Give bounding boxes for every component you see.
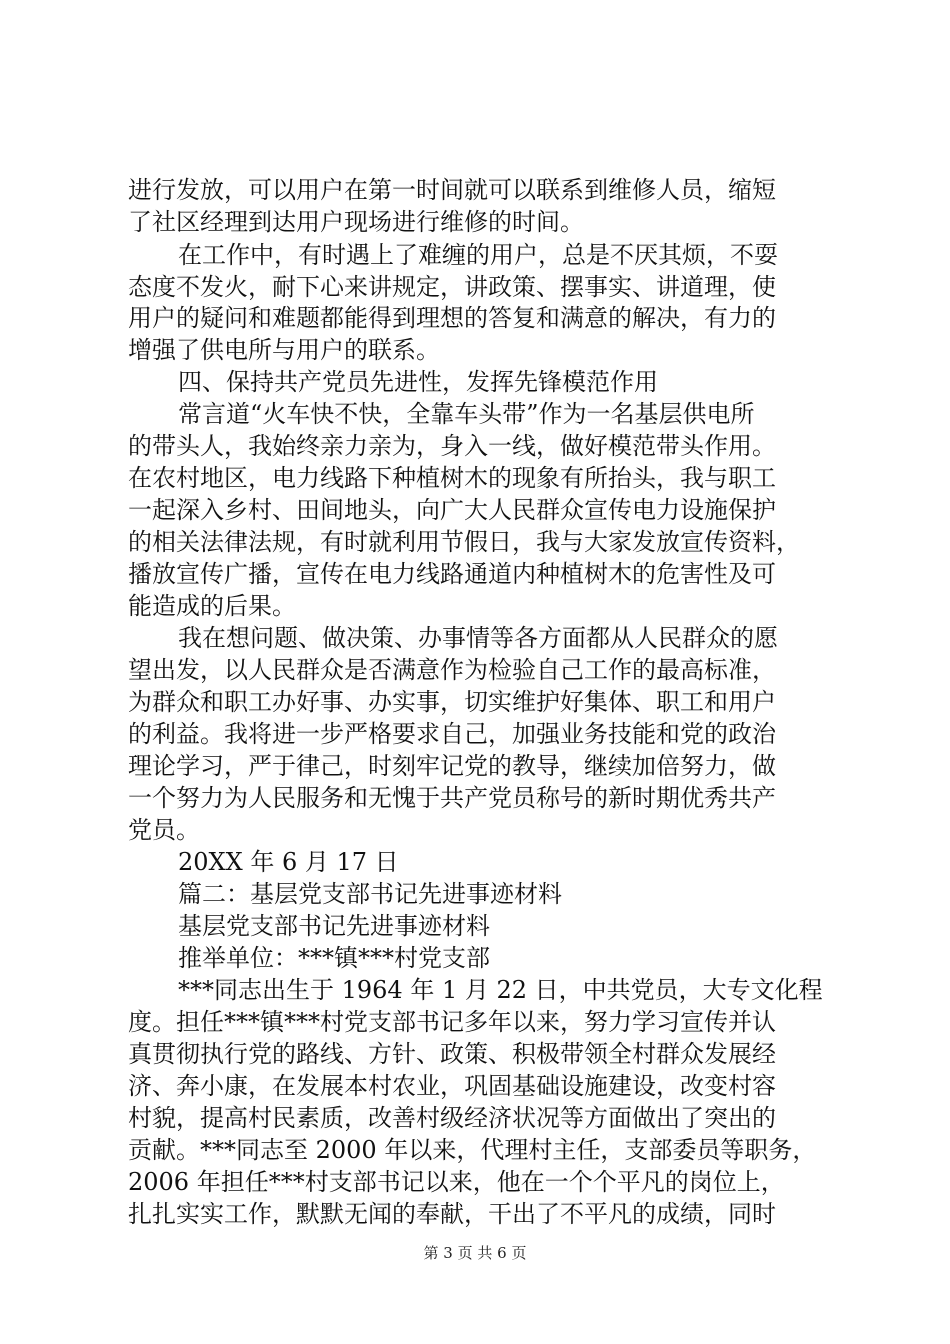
text-line-28: 真贯彻执行党的路线、方针、政策、积极带领全村群众发展经 bbox=[128, 1040, 776, 1068]
text-line-4: 态度不发火，耐下心来讲规定，讲政策、摆事实、讲道理，使 bbox=[128, 273, 776, 301]
section-heading: 四、保持共产党员先进性，发挥先锋模范作用 bbox=[178, 368, 658, 396]
text-line-11: 一起深入乡村、田间地头，向广大人民群众宣传电力设施保护 bbox=[128, 496, 776, 524]
page-number-footer: 第 3 页 共 6 页 bbox=[423, 1244, 527, 1262]
text-line-33: 扎扎实实工作，默默无闻的奉献，干出了不平凡的成绩，同时 bbox=[128, 1200, 776, 1228]
text-line-20: 一个努力为人民服务和无愧于共产党员称号的新时期优秀共产 bbox=[128, 784, 776, 812]
text-line-16: 望出发，以人民群众是否满意作为检验自己工作的最高标准， bbox=[128, 656, 776, 684]
text-line-6: 增强了供电所与用户的联系。 bbox=[128, 336, 440, 364]
chapter-heading: 篇二：基层党支部书记先进事迹材料 bbox=[178, 880, 562, 908]
text-line-19: 理论学习，严于律己，时刻牢记党的教导，继续加倍努力，做 bbox=[128, 752, 776, 780]
text-line-17: 为群众和职工办好事、办实事，切实维护好集体、职工和用户 bbox=[128, 688, 776, 716]
text-line-26: ***同志出生于 1964 年 1 月 22 日，中共党员，大专文化程 bbox=[178, 976, 823, 1004]
text-line-14: 能造成的后果。 bbox=[128, 592, 296, 620]
text-line-31: 贡献。***同志至 2000 年以来，代理村主任，支部委员等职务， bbox=[128, 1136, 817, 1164]
text-line-8: 常言道“火车快不快，全靠车头带”作为一名基层供电所 bbox=[178, 400, 755, 428]
text-line-13: 播放宣传广播，宣传在电力线路通道内种植树木的危害性及可 bbox=[128, 560, 776, 588]
text-line-18: 的利益。我将进一步严格要求自己，加强业务技能和党的政治 bbox=[128, 720, 776, 748]
text-line-9: 的带头人，我始终亲力亲为，身入一线，做好模范带头作用。 bbox=[128, 432, 776, 460]
text-line-21: 党员。 bbox=[128, 816, 200, 844]
text-line-27: 度。担任***镇***村党支部书记多年以来，努力学习宣传并认 bbox=[128, 1008, 776, 1036]
text-line-2: 了社区经理到达用户现场进行维修的时间。 bbox=[128, 208, 584, 236]
text-line-30: 村貌，提高村民素质，改善村级经济状况等方面做出了突出的 bbox=[128, 1104, 776, 1132]
text-line-12: 的相关法律法规，有时就利用节假日，我与大家发放宣传资料， bbox=[128, 528, 800, 556]
text-line-3: 在工作中，有时遇上了难缠的用户，总是不厌其烦，不耍 bbox=[178, 241, 778, 269]
text-line-10: 在农村地区，电力线路下种植树木的现象有所抬头，我与职工 bbox=[128, 464, 776, 492]
material-title: 基层党支部书记先进事迹材料 bbox=[178, 912, 490, 940]
nominating-unit: 推举单位：***镇***村党支部 bbox=[178, 944, 490, 972]
date-line: 20XX 年 6 月 17 日 bbox=[178, 848, 399, 876]
text-line-32: 2006 年担任***村支部书记以来，他在一个个平凡的岗位上， bbox=[128, 1168, 785, 1196]
text-line-15: 我在想问题、做决策、办事情等各方面都从人民群众的愿 bbox=[178, 624, 778, 652]
text-line-1: 进行发放，可以用户在第一时间就可以联系到维修人员，缩短 bbox=[128, 176, 776, 204]
text-line-29: 济、奔小康，在发展本村农业，巩固基础设施建设，改变村容 bbox=[128, 1072, 776, 1100]
text-line-5: 用户的疑问和难题都能得到理想的答复和满意的解决，有力的 bbox=[128, 304, 776, 332]
